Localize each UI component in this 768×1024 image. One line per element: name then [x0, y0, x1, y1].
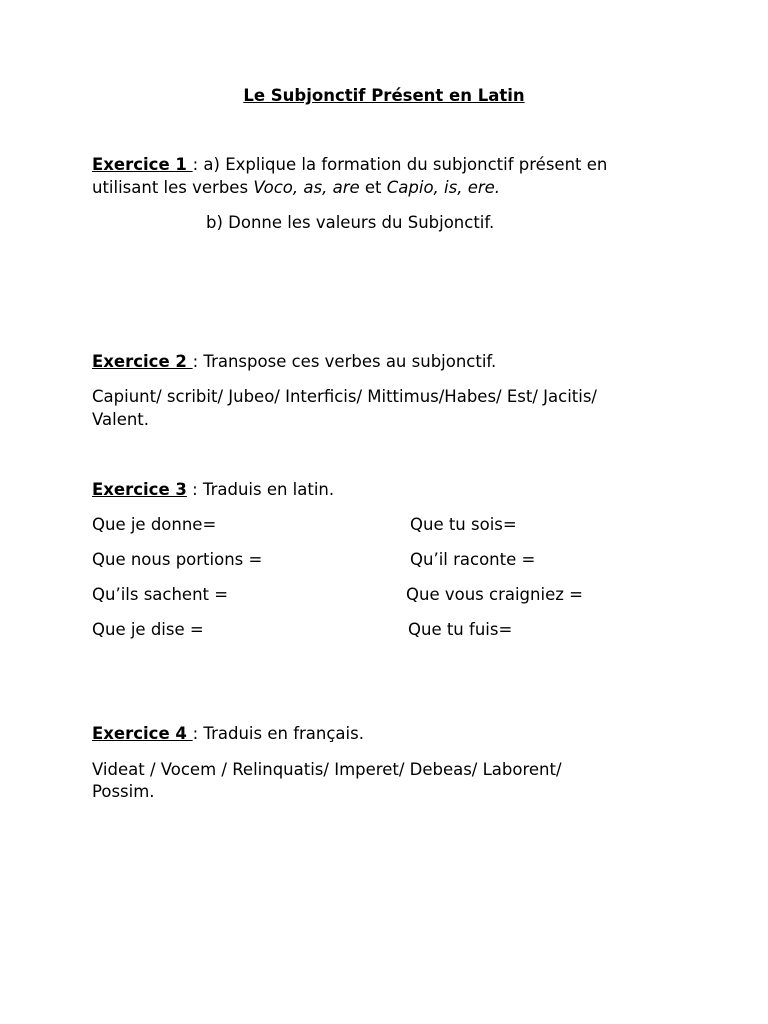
exercise-1-line-2-start: utilisant les verbes — [92, 178, 254, 197]
exercise-1-part-b: b) Donne les valeurs du Subjonctif. — [206, 213, 495, 232]
exercise-1-conjunction: et — [359, 178, 387, 197]
exercise-4-heading — [92, 724, 364, 744]
page-title: Le Subjonctif Présent en Latin — [243, 86, 525, 105]
exercise-2-verbs-line-1: Capiunt/ scribit/ Jubeo/ Interficis/ Mittimus/Habes/ Est/ Jacitis/ — [92, 387, 597, 406]
exercise-3-row-4-right: Que tu fuis= — [408, 620, 513, 639]
exercise-3-row-1-right: Que tu sois= — [410, 515, 517, 534]
exercise-3-heading — [92, 480, 334, 500]
exercise-4-instruction: : Traduis en français. — [192, 724, 364, 743]
exercise-3-row-1-left: Que je donne= — [92, 515, 217, 534]
exercise-3-row-3-left: Qu’ils sachent = — [92, 585, 229, 604]
exercise-1-line-1 — [92, 155, 607, 175]
exercise-3-row-2-right: Qu’il raconte = — [410, 550, 536, 569]
exercise-4-label: Exercice 4 — [92, 724, 193, 743]
exercise-3-row-2-left: Que nous portions = — [92, 550, 263, 569]
exercise-4-words-line-1: Videat / Vocem / Relinquatis/ Imperet/ Debeas/ Laborent/ — [92, 760, 562, 779]
exercise-2-heading — [92, 352, 496, 372]
exercise-2-instruction: : Transpose ces verbes au subjonctif. — [192, 352, 497, 371]
exercise-1-verb-voco: Voco, as, are — [253, 178, 360, 197]
exercise-3-row-3-right: Que vous craigniez = — [406, 585, 583, 604]
exercise-1-label: Exercice 1 — [92, 155, 193, 174]
exercise-3-instruction: : Traduis en latin. — [186, 480, 335, 499]
exercise-1-part-a: : a) Explique la formation du subjonctif présent en — [192, 155, 608, 174]
exercise-2-verbs-line-2: Valent. — [92, 410, 150, 429]
exercise-3-label: Exercice 3 — [92, 480, 187, 499]
exercise-4-words-line-2: Possim. — [92, 782, 155, 801]
exercise-1-verb-capio: Capio, is, ere. — [386, 178, 501, 197]
exercise-1-line-2 — [92, 178, 500, 198]
exercise-2-label: Exercice 2 — [92, 352, 193, 371]
exercise-3-row-4-left: Que je dise = — [92, 620, 204, 639]
